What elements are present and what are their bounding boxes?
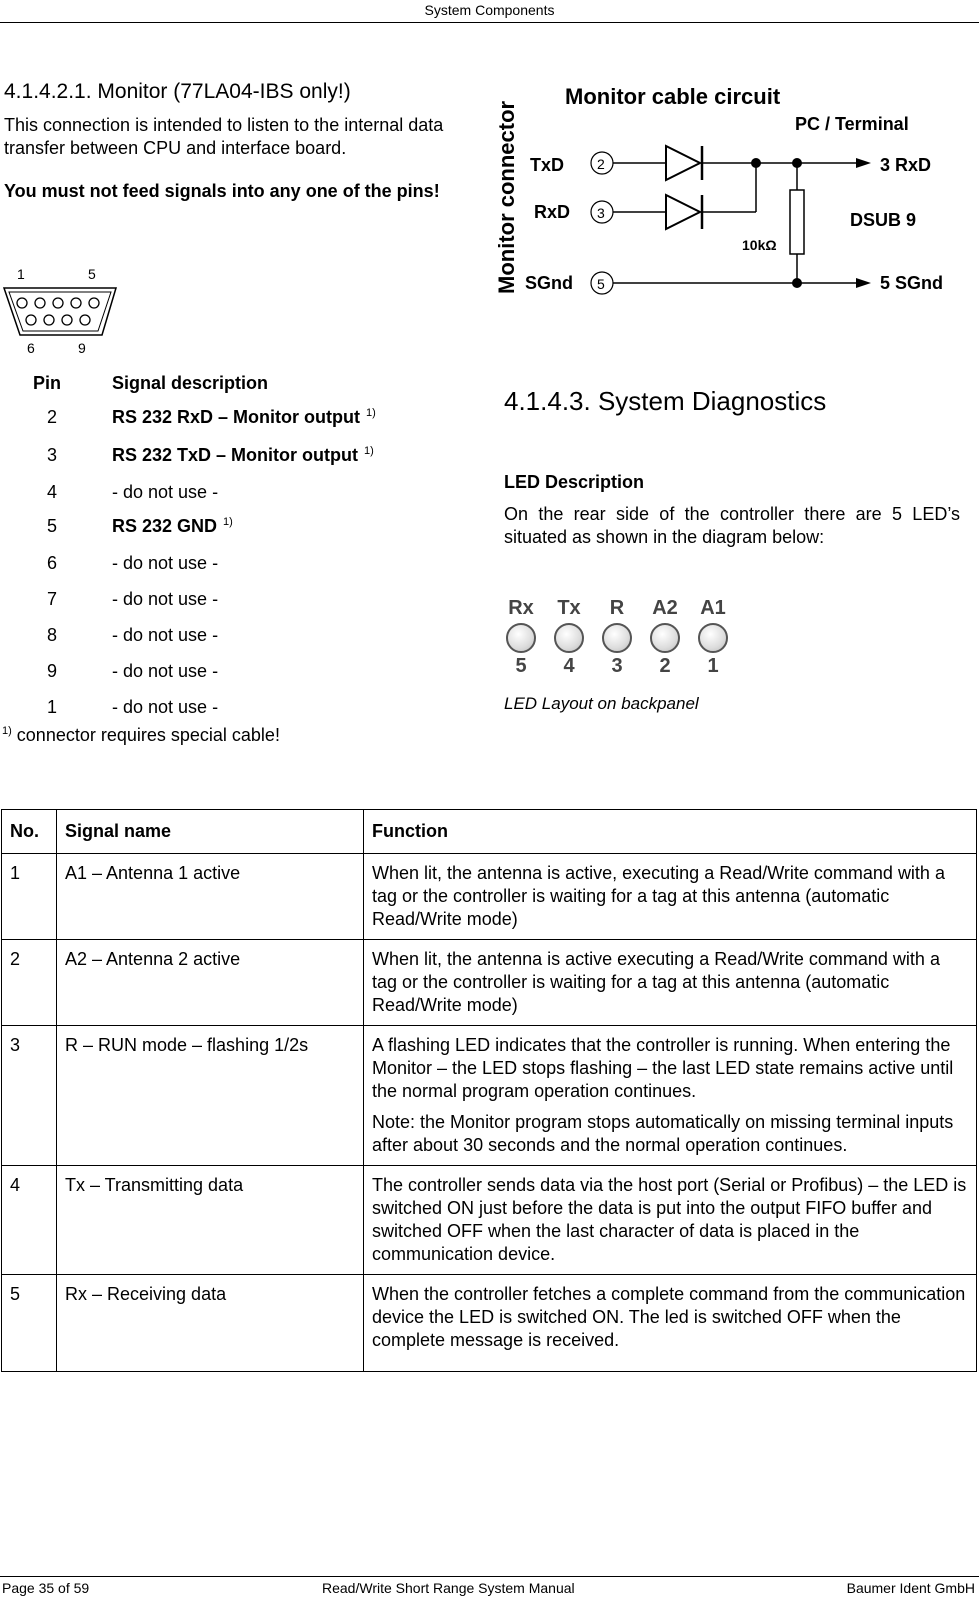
pin-note: 1) — [366, 407, 376, 419]
table-row — [2, 1166, 977, 1275]
pin-description — [112, 407, 376, 428]
pin-description-text: - do not use - — [112, 697, 219, 717]
column-header: No. — [2, 810, 57, 854]
function-cell — [364, 854, 977, 940]
pin-description-text: - do not use - — [112, 482, 219, 502]
pin-description-text: RS 232 TxD – Monitor output — [112, 445, 359, 465]
rxd-target-label: 3 RxD — [880, 155, 932, 175]
signal-name-cell: A2 – Antenna 2 active — [57, 940, 364, 1026]
function-text: When lit, the antenna is active, executing a Read/Write command with a tag or the controller is waiting for a tag at this antenna (automatic Read/Write mode) — [372, 863, 945, 929]
sgnd-target-label: 5 SGnd — [880, 273, 944, 293]
led-number: 4 — [563, 655, 575, 677]
arrow-right-icon — [856, 158, 871, 168]
led-label: A1 — [700, 597, 726, 619]
pin-description-text: - do not use - — [112, 553, 219, 573]
signal-name-cell: A1 – Antenna 1 active — [57, 854, 364, 940]
function-cell — [364, 1166, 977, 1275]
pin-2-label: 2 — [597, 156, 605, 172]
footnote — [2, 725, 280, 746]
pin-description-text: - do not use - — [112, 625, 219, 645]
pin-note: 1) — [223, 516, 233, 528]
pin-number: 1 — [46, 697, 57, 717]
header-rule — [0, 22, 979, 23]
pin-description — [112, 697, 218, 718]
pin-description — [112, 589, 218, 610]
pin-number: 6 — [46, 553, 57, 573]
footer-rule — [0, 1576, 979, 1577]
led-icon — [650, 623, 680, 653]
pin-number: 7 — [46, 589, 57, 609]
signal-name-cell: R – RUN mode – flashing 1/2s — [57, 1026, 364, 1166]
led-label: Tx — [557, 597, 581, 619]
led-icon — [506, 623, 536, 653]
pin-number: 5 — [46, 516, 57, 536]
arrow-right-icon — [856, 278, 871, 288]
connector-label: 5 — [88, 266, 96, 282]
footer-manual: Read/Write Short Range System Manual — [322, 1580, 575, 1596]
monitor-intro: This connection is intended to listen to the internal data transfer between CPU and interface board. — [4, 115, 444, 158]
resistor-icon — [790, 190, 804, 254]
led-description-text: On the rear side of the controller there are 5 LED’s situated as shown in the diagram below: — [504, 504, 960, 547]
column-header: Function — [364, 810, 977, 854]
footer-page: Page 35 of 59 — [2, 1580, 90, 1596]
signal-name-cell: Rx – Receiving data — [57, 1275, 364, 1372]
led-number-cell: 5 — [2, 1275, 57, 1372]
led-label: A2 — [652, 597, 678, 619]
led-number: 5 — [515, 655, 527, 677]
led-function-table — [1, 809, 977, 1372]
pin-number: 4 — [46, 482, 57, 502]
monitor-cable-circuit — [488, 78, 968, 303]
pin-number: 9 — [46, 661, 57, 681]
table-row — [2, 1275, 977, 1372]
function-text: When the controller fetches a complete command from the communication device the LED is switched ON. The led is switched OFF when the complete message is received. — [372, 1284, 966, 1350]
led-number: 1 — [707, 655, 719, 677]
table-row — [2, 940, 977, 1026]
led-number: 3 — [611, 655, 623, 677]
function-text: Note: the Monitor program stops automatically on missing terminal inputs after about 30 seconds and the normal operation continues. — [372, 1112, 954, 1155]
footnote-text: connector requires special cable! — [16, 725, 280, 745]
led-number-cell: 4 — [2, 1166, 57, 1275]
pin-number: 3 — [46, 445, 57, 465]
diagnostics-heading: 4.1.4.3. System Diagnostics — [504, 386, 827, 416]
pin-number: 2 — [46, 407, 57, 427]
diode-icon — [666, 195, 700, 229]
led-number-cell: 2 — [2, 940, 57, 1026]
pin-description — [112, 516, 233, 537]
table-row — [2, 1026, 977, 1166]
circuit-title: Monitor cable circuit — [565, 84, 781, 109]
dsub-label: DSUB 9 — [850, 210, 917, 230]
footer-company: Baumer Ident GmbH — [846, 1580, 975, 1596]
led-layout-caption: LED Layout on backpanel — [504, 694, 699, 713]
function-cell — [364, 940, 977, 1026]
table-row — [2, 854, 977, 940]
pin-description-text: - do not use - — [112, 661, 219, 681]
pin-number: 8 — [46, 625, 57, 645]
led-icon — [698, 623, 728, 653]
rxd-label: RxD — [534, 202, 571, 222]
led-label: Rx — [508, 597, 534, 619]
pin-3-label: 3 — [597, 205, 605, 221]
led-layout — [500, 597, 740, 682]
db9-connector-icon — [0, 262, 125, 357]
column-header: Signal name — [57, 810, 364, 854]
function-cell — [364, 1026, 977, 1166]
led-number-cell: 3 — [2, 1026, 57, 1166]
txd-label: TxD — [530, 155, 565, 175]
monitor-connector-label: Monitor connector — [494, 100, 519, 294]
pin-description — [112, 482, 218, 503]
pin-description — [112, 625, 218, 646]
signal-name-cell: Tx – Transmitting data — [57, 1166, 364, 1275]
diode-icon — [666, 146, 700, 180]
pin-5-label: 5 — [597, 276, 605, 292]
pin-description-text: RS 232 GND — [112, 516, 218, 536]
function-cell — [364, 1275, 977, 1372]
page-header: System Components — [424, 2, 555, 18]
pin-header: Pin — [33, 373, 62, 393]
function-text: When lit, the antenna is active executing a Read/Write command with a tag or the controller is waiting for a tag at this antenna (automatic Read/Write mode) — [372, 949, 940, 1015]
led-number: 2 — [659, 655, 671, 677]
function-text: The controller sends data via the host port (Serial or Profibus) – the LED is switched ON just before the data is put into the output FIFO buffer and switched OFF when the last character of data is placed in the communication device. — [372, 1175, 967, 1264]
pc-terminal-label: PC / Terminal — [795, 114, 909, 134]
monitor-heading: 4.1.4.2.1. Monitor (77LA04-IBS only!) — [4, 80, 351, 103]
table-header-row — [2, 810, 977, 854]
pin-description — [112, 445, 374, 466]
led-number-cell: 1 — [2, 854, 57, 940]
connector-label: 9 — [78, 340, 86, 356]
function-text: A flashing LED indicates that the controller is running. When entering the Monitor – the LED stops flashing – the last LED state remains active until the normal program operation continues. — [372, 1035, 954, 1101]
led-label: R — [609, 597, 625, 619]
connector-label: 1 — [17, 266, 25, 282]
resistor-label: 10kΩ — [742, 237, 777, 253]
sgnd-label: SGnd — [525, 273, 573, 293]
pin-note: 1) — [364, 445, 374, 457]
pin-description — [112, 661, 218, 682]
led-icon — [602, 623, 632, 653]
monitor-warning: You must not feed signals into any one of the pins! — [4, 181, 440, 201]
pin-description-text: RS 232 RxD – Monitor output — [112, 407, 361, 427]
led-icon — [554, 623, 584, 653]
connector-label: 6 — [27, 340, 35, 356]
pin-description-text: - do not use - — [112, 589, 219, 609]
pin-description — [112, 553, 218, 574]
led-description-heading: LED Description — [504, 472, 645, 492]
signal-header: Signal description — [112, 373, 269, 393]
footnote-mark: 1) — [2, 725, 12, 737]
